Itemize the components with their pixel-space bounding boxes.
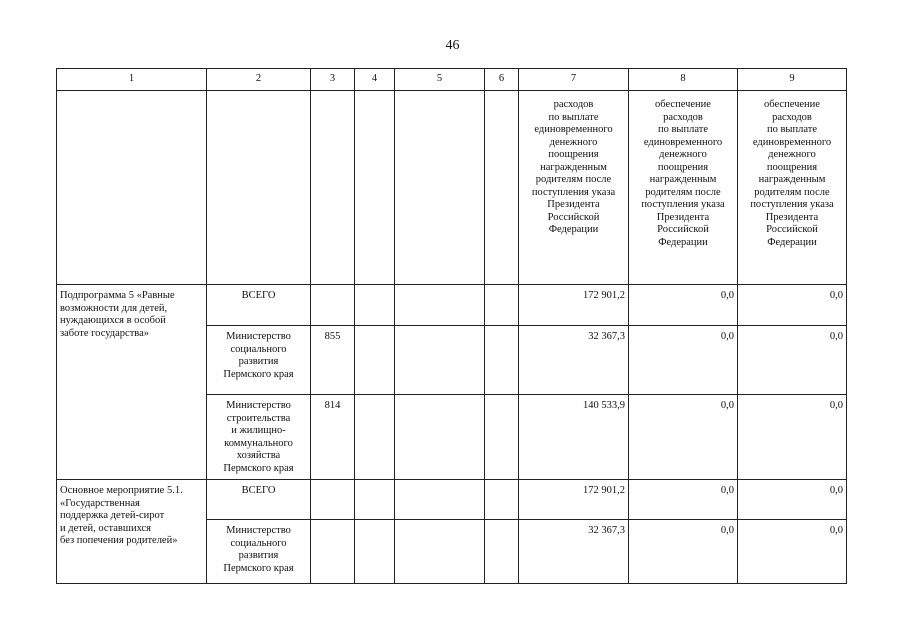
column-number: 7 [519, 69, 629, 91]
executor-cell: Министерство социального развития Пермского края [207, 520, 311, 584]
empty-cell [355, 285, 395, 326]
empty-cell [57, 91, 207, 285]
column-number: 1 [57, 69, 207, 91]
empty-cell [485, 285, 519, 326]
program-name: Основное мероприятие 5.1. «Государственная поддержка детей-сирот и детей, оставшихся без попечения родителей» [57, 480, 207, 584]
empty-cell [485, 326, 519, 395]
empty-cell [485, 520, 519, 584]
column-number: 2 [207, 69, 311, 91]
executor-cell: Министерство социального развития Пермского края [207, 326, 311, 395]
column-7-description: расходов по выплате единовременного денежного поощрения награжденным родителям после поступления указа Президента Российской Федерации [519, 91, 629, 285]
amount-col7: 172 901,2 [519, 285, 629, 326]
empty-cell [395, 395, 485, 480]
empty-cell [395, 285, 485, 326]
amount-col9: 0,0 [738, 395, 847, 480]
program-name: Подпрограмма 5 «Равные возможности для детей, нуждающихся в особой заботе государства» [57, 285, 207, 480]
code-cell: 855 [311, 326, 355, 395]
amount-col8: 0,0 [629, 326, 738, 395]
empty-cell [311, 91, 355, 285]
amount-col8: 0,0 [629, 520, 738, 584]
empty-cell [207, 91, 311, 285]
column-number: 6 [485, 69, 519, 91]
amount-col8: 0,0 [629, 480, 738, 520]
amount-col8: 0,0 [629, 395, 738, 480]
budget-table [56, 68, 847, 584]
code-cell [311, 285, 355, 326]
page-number: 46 [445, 38, 460, 53]
executor-cell: ВСЕГО [207, 285, 311, 326]
empty-cell [395, 480, 485, 520]
amount-col7: 172 901,2 [519, 480, 629, 520]
empty-cell [485, 395, 519, 480]
column-number: 8 [629, 69, 738, 91]
empty-cell [355, 395, 395, 480]
empty-cell [355, 480, 395, 520]
amount-col7: 140 533,9 [519, 395, 629, 480]
column-9-description: обеспечение расходов по выплате единовременного денежного поощрения награжденным родителям после поступления указа Президента Российской Федерации [738, 91, 847, 285]
empty-cell [355, 520, 395, 584]
empty-cell [395, 91, 485, 285]
empty-cell [485, 91, 519, 285]
table-row [57, 285, 847, 326]
empty-cell [395, 326, 485, 395]
amount-col9: 0,0 [738, 326, 847, 395]
column-number: 3 [311, 69, 355, 91]
code-cell [311, 480, 355, 520]
amount-col7: 32 367,3 [519, 520, 629, 584]
executor-cell: Министерство строительства и жилищно- коммунального хозяйства Пермского края [207, 395, 311, 480]
table-row [57, 480, 847, 520]
column-number: 5 [395, 69, 485, 91]
empty-cell [355, 326, 395, 395]
amount-col9: 0,0 [738, 285, 847, 326]
empty-cell [485, 480, 519, 520]
column-number-row [57, 69, 847, 91]
column-8-description: обеспечение расходов по выплате единовременного денежного поощрения награжденным родителям после поступления указа Президента Российской Федерации [629, 91, 738, 285]
amount-col8: 0,0 [629, 285, 738, 326]
empty-cell [395, 520, 485, 584]
column-number: 9 [738, 69, 847, 91]
amount-col9: 0,0 [738, 520, 847, 584]
amount-col9: 0,0 [738, 480, 847, 520]
description-row [57, 91, 847, 285]
executor-cell: ВСЕГО [207, 480, 311, 520]
amount-col7: 32 367,3 [519, 326, 629, 395]
code-cell: 814 [311, 395, 355, 480]
column-number: 4 [355, 69, 395, 91]
code-cell [311, 520, 355, 584]
empty-cell [355, 91, 395, 285]
